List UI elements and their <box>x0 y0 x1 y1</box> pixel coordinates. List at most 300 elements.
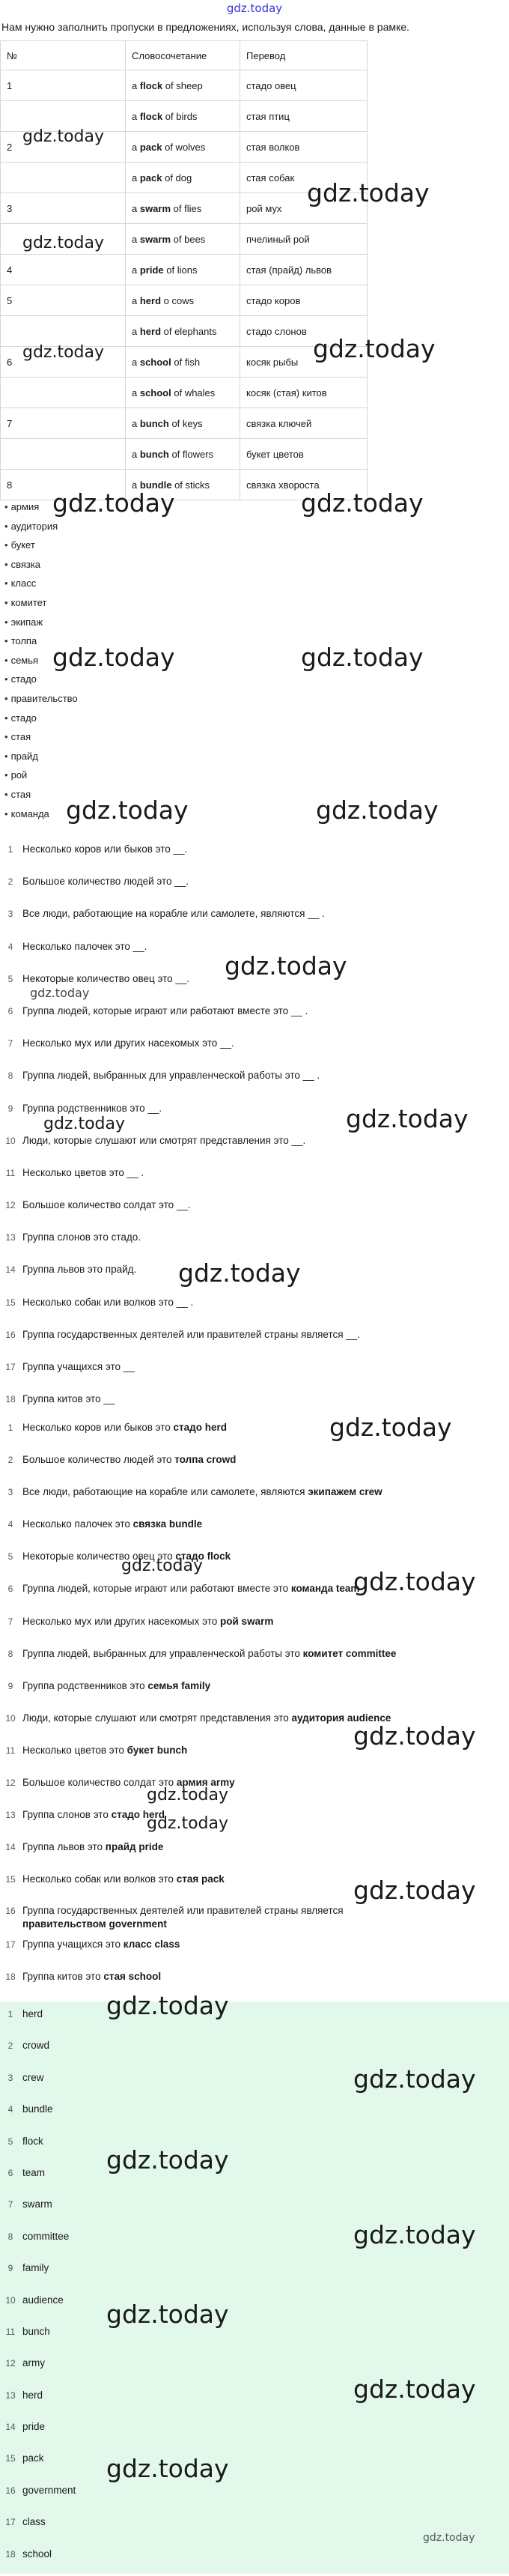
list-item <box>0 2163 509 2195</box>
watermark: gdz.today <box>106 2454 229 2483</box>
list-item <box>0 1611 509 1643</box>
answer-text: Группа слонов это <box>22 1809 112 1821</box>
collocation-article: a <box>132 387 140 398</box>
item-number: 7 <box>7 2199 13 2210</box>
row-number: 3 <box>1 193 126 224</box>
row-number <box>1 163 126 193</box>
row-number <box>1 439 126 470</box>
word-item: • толпа <box>4 631 78 651</box>
word-item: • рой <box>4 766 78 785</box>
item-number: 12 <box>5 1200 16 1211</box>
list-item <box>0 1482 509 1514</box>
row-translation: стадо овец <box>240 70 368 101</box>
list-item <box>0 2004 509 2036</box>
row-translation: стая птиц <box>240 101 368 132</box>
item-number: 14 <box>5 1264 16 1276</box>
item-number: 6 <box>7 2167 13 2178</box>
word-item: • стадо <box>4 670 78 689</box>
watermark: gdz.today <box>30 986 90 1000</box>
word-item: • стадо <box>4 709 78 728</box>
word-item: • букет <box>4 536 78 555</box>
word-item: • аудитория <box>4 517 78 536</box>
row-translation: стая волков <box>240 132 368 163</box>
list-item <box>0 1966 509 1998</box>
row-collocation <box>126 255 240 285</box>
item-number: 16 <box>5 2485 16 2496</box>
word-item: • экипаж <box>4 613 78 632</box>
collocation-keyword: herd <box>139 294 162 306</box>
item-number: 15 <box>5 1874 16 1885</box>
result-word: flock <box>22 2135 43 2147</box>
item-number: 5 <box>7 1551 13 1563</box>
answers-list <box>0 1417 509 1998</box>
question-text: Несколько мух или других насекомых это __. <box>22 1037 234 1049</box>
watermark: gdz.today <box>353 1567 476 1596</box>
item-number: 9 <box>7 1680 13 1691</box>
collocation-rest: of sticks <box>171 479 210 491</box>
list-item <box>0 839 509 871</box>
item-number: 12 <box>5 2358 16 2369</box>
answer-word: букет bunch <box>127 1744 188 1756</box>
item-number: 8 <box>7 2231 13 2242</box>
item-number: 5 <box>7 973 13 984</box>
answer-text: Люди, которые слушают или смотрят представления это <box>22 1712 292 1724</box>
watermark: gdz.today <box>353 2375 476 2404</box>
item-number: 17 <box>5 1939 16 1950</box>
item-number: 3 <box>7 2072 13 2083</box>
answer-word: рой swarm <box>220 1615 274 1627</box>
item-number: 2 <box>7 876 13 888</box>
item-number: 1 <box>7 844 13 855</box>
watermark: gdz.today <box>147 1786 229 1804</box>
item-number: 5 <box>7 2136 13 2147</box>
collocation-article: a <box>132 448 140 460</box>
watermark: gdz.today <box>121 1557 204 1575</box>
list-item <box>0 1033 509 1065</box>
word-item: • правительство <box>4 689 78 709</box>
question-text: Все люди, работающие на корабле или самолете, являются __ . <box>22 908 325 920</box>
answer-word: толпа crowd <box>174 1454 237 1466</box>
result-word: bunch <box>22 2325 50 2337</box>
watermark: gdz.today <box>353 1876 476 1905</box>
result-word: herd <box>22 2389 43 2401</box>
list-item <box>0 1324 509 1357</box>
question-text: Группа львов это прайд. <box>22 1264 137 1276</box>
question-text: Несколько палочек это __. <box>22 940 147 952</box>
row-collocation <box>126 378 240 408</box>
row-collocation <box>126 347 240 378</box>
list-item <box>0 1357 509 1389</box>
item-number: 1 <box>7 2009 13 2019</box>
result-word: government <box>22 2484 76 2496</box>
collocation-keyword: bunch <box>139 448 169 460</box>
item-number: 9 <box>7 1103 13 1114</box>
row-translation: косяк (стая) китов <box>240 378 368 408</box>
answer-text: Все люди, работающие на корабле или самолете, являются <box>22 1486 308 1498</box>
header-collocation: Словосочетание <box>126 41 240 70</box>
question-text: Группа учащихся это __ <box>22 1361 135 1372</box>
collocation-keyword: swarm <box>139 233 171 245</box>
answer-text: Несколько коров или быков это <box>22 1422 174 1433</box>
table-row <box>1 439 368 470</box>
item-number: 10 <box>5 2294 16 2306</box>
result-word: bundle <box>22 2103 53 2115</box>
collocations-table <box>0 40 368 500</box>
answer-word: аудитория audience <box>291 1712 391 1724</box>
list-item <box>0 1292 509 1324</box>
result-word: crew <box>22 2071 44 2083</box>
watermark: gdz.today <box>147 1814 229 1833</box>
watermark: gdz.today <box>106 2145 229 2175</box>
result-word: crowd <box>22 2040 50 2052</box>
list-item <box>0 2322 509 2354</box>
item-number: 18 <box>5 1394 16 1405</box>
item-number: 9 <box>7 2263 13 2274</box>
item-number: 15 <box>5 1297 16 1308</box>
answer-text: Группа китов это <box>22 1970 104 1982</box>
answer-word: стая pack <box>176 1873 225 1885</box>
list-item <box>0 1804 509 1837</box>
item-number: 4 <box>7 2104 13 2115</box>
item-number: 18 <box>5 2548 16 2560</box>
collocation-article: a <box>132 172 140 184</box>
answer-word: связка bundle <box>132 1518 203 1530</box>
watermark: gdz.today <box>423 2532 475 2544</box>
collocation-keyword: school <box>139 356 171 368</box>
item-number: 11 <box>5 2326 16 2337</box>
collocation-keyword: pride <box>139 264 164 276</box>
question-text: Группа людей, выбранных для управленческой работы это __ . <box>22 1070 320 1082</box>
question-text: Некоторые количество овец это __. <box>22 972 190 984</box>
watermark: gdz.today <box>106 1991 229 2020</box>
answer-word: семья family <box>147 1679 211 1691</box>
table-row <box>1 255 368 285</box>
list-item <box>0 2545 509 2576</box>
list-item <box>0 2036 509 2067</box>
item-number: 7 <box>7 1038 13 1049</box>
row-translation: стая (прайд) львов <box>240 255 368 285</box>
row-collocation <box>126 101 240 132</box>
collocation-rest: of flowers <box>168 448 214 460</box>
row-translation: стая собак <box>240 163 368 193</box>
answer-word: стадо herd <box>173 1422 227 1433</box>
question-text: Группа слонов это стадо. <box>22 1231 141 1243</box>
word-item: • стая <box>4 727 78 747</box>
watermark: gdz.today <box>353 2064 476 2094</box>
item-number: 4 <box>7 1519 13 1530</box>
item-number: 7 <box>7 1616 13 1627</box>
row-number: 6 <box>1 347 126 378</box>
result-word: pack <box>22 2452 44 2464</box>
answer-text: Группа государственных деятелей или правителей страны является <box>22 1905 344 1917</box>
watermark: gdz.today <box>66 795 189 825</box>
collocation-keyword: pack <box>139 141 162 153</box>
answer-word: правительством government <box>22 1918 167 1930</box>
answer-word: стая school <box>103 1970 162 1982</box>
answer-text: Несколько собак или волков это <box>22 1873 177 1885</box>
item-number: 4 <box>7 941 13 952</box>
word-item: • класс <box>4 574 78 593</box>
item-number: 8 <box>7 1648 13 1659</box>
row-collocation <box>126 70 240 101</box>
question-text: Несколько собак или волков это __ . <box>22 1296 194 1308</box>
table-row <box>1 378 368 408</box>
watermark: gdz.today <box>353 2220 476 2249</box>
item-number: 14 <box>5 1842 16 1853</box>
collocation-keyword: pack <box>139 172 162 184</box>
site-logo[interactable]: gdz.today <box>226 1 283 15</box>
answer-text: Группа львов это <box>22 1841 106 1853</box>
answer-word: команда team <box>290 1583 360 1595</box>
row-collocation <box>126 439 240 470</box>
result-word: school <box>22 2548 52 2560</box>
item-number: 13 <box>5 1232 16 1243</box>
question-text: Группа родственников это __. <box>22 1102 162 1114</box>
list-item <box>0 1449 509 1482</box>
watermark: gdz.today <box>106 2300 229 2329</box>
list-item <box>0 1227 509 1259</box>
answer-word: стадо flock <box>175 1551 231 1563</box>
question-text: Большое количество солдат это __. <box>22 1199 191 1211</box>
item-number: 6 <box>7 1005 13 1016</box>
item-number: 10 <box>5 1712 16 1724</box>
result-word: swarm <box>22 2198 52 2210</box>
collocation-rest: of fish <box>171 356 201 368</box>
row-number: 8 <box>1 470 126 500</box>
list-item <box>0 871 509 903</box>
collocation-rest: of bees <box>171 233 206 245</box>
item-number: 11 <box>5 1745 16 1756</box>
row-translation: связка ключей <box>240 408 368 439</box>
item-number: 16 <box>5 1906 16 1917</box>
watermark: gdz.today <box>178 1258 301 1288</box>
word-item: • прайд <box>4 747 78 766</box>
item-number: 11 <box>5 1167 16 1178</box>
collocation-keyword: flock <box>139 110 163 122</box>
row-translation: букет цветов <box>240 439 368 470</box>
item-number: 1 <box>7 1422 13 1433</box>
list-item <box>0 1514 509 1546</box>
list-item <box>0 903 509 936</box>
answer-word: стадо herd <box>111 1809 165 1821</box>
result-word: audience <box>22 2294 64 2306</box>
watermark: gdz.today <box>307 178 430 207</box>
question-text: Большое количество людей это __. <box>22 876 189 888</box>
answer-text: Группа родственников это <box>22 1679 148 1691</box>
collocation-keyword: bundle <box>139 479 172 491</box>
table-row <box>1 408 368 439</box>
list-item <box>0 2132 509 2163</box>
question-text: Несколько коров или быков это __. <box>22 843 188 855</box>
collocation-rest: of elephants <box>161 325 217 337</box>
watermark: gdz.today <box>52 643 175 672</box>
item-number: 10 <box>5 1135 16 1146</box>
collocation-article: a <box>132 356 140 368</box>
answer-text: Несколько цветов это <box>22 1744 127 1756</box>
list-item <box>0 1643 509 1676</box>
header-number: № <box>1 41 126 70</box>
answer-text: Несколько мух или других насекомых это <box>22 1615 221 1627</box>
answer-text: Некоторые количество овец это <box>22 1551 176 1563</box>
answer-text: Группа учащихся это <box>22 1938 124 1950</box>
watermark: gdz.today <box>22 234 105 252</box>
watermark: gdz.today <box>329 1413 452 1442</box>
row-collocation <box>126 132 240 163</box>
collocation-article: a <box>132 79 140 91</box>
collocation-article: a <box>132 417 140 429</box>
item-number: 13 <box>5 2389 16 2401</box>
item-number: 2 <box>7 2040 13 2052</box>
answer-word: экипажем crew <box>308 1486 382 1498</box>
watermark: gdz.today <box>313 334 436 363</box>
row-collocation <box>126 224 240 255</box>
word-item: • армия <box>4 497 78 517</box>
answer-text: Группа людей, которые играют или работают вместе это <box>22 1583 291 1595</box>
item-number: 6 <box>7 1584 13 1595</box>
item-number: 3 <box>7 909 13 920</box>
row-translation: стадо коров <box>240 285 368 316</box>
list-item <box>0 2291 509 2322</box>
collocation-rest: of wolves <box>162 141 206 153</box>
watermark: gdz.today <box>316 795 439 825</box>
collocation-keyword: swarm <box>139 202 171 214</box>
collocation-rest: of birds <box>162 110 198 122</box>
list-item <box>0 1001 509 1033</box>
list-item <box>0 2481 509 2512</box>
answer-text: Несколько палочек это <box>22 1518 133 1530</box>
watermark: gdz.today <box>22 343 105 362</box>
item-number: 18 <box>5 1971 16 1982</box>
list-item <box>0 1772 509 1804</box>
list-item <box>0 1934 509 1966</box>
question-text: Группа государственных деятелей или правителей страны является __. <box>22 1328 361 1340</box>
item-number: 17 <box>5 2517 16 2528</box>
watermark: gdz.today <box>346 1104 469 1133</box>
list-item <box>0 1901 509 1933</box>
row-collocation <box>126 316 240 347</box>
result-word: herd <box>22 2008 43 2019</box>
word-item: • связка <box>4 555 78 575</box>
answer-word: класс class <box>123 1938 180 1950</box>
result-word: class <box>22 2516 46 2528</box>
result-word: team <box>22 2166 46 2178</box>
watermark: gdz.today <box>52 488 175 518</box>
item-number: 2 <box>7 1455 13 1466</box>
table-row <box>1 70 368 101</box>
item-number: 14 <box>5 2422 16 2433</box>
question-text: Группа людей, которые играют или работают вместе это __ . <box>22 1004 308 1016</box>
row-number <box>1 378 126 408</box>
answer-text: Группа людей, выбранных для управленческой работы это <box>22 1647 303 1659</box>
row-number: 2 <box>1 132 126 163</box>
row-translation: рой мух <box>240 193 368 224</box>
row-translation: связка хвороста <box>240 470 368 500</box>
collocation-keyword: flock <box>139 79 163 91</box>
collocation-rest: of whales <box>171 387 216 398</box>
collocation-keyword: herd <box>139 325 162 337</box>
table-row <box>1 285 368 316</box>
row-collocation <box>126 408 240 439</box>
collocation-article: a <box>132 141 140 153</box>
collocation-article: a <box>132 294 140 306</box>
collocation-keyword: school <box>139 387 171 398</box>
collocation-article: a <box>132 202 140 214</box>
item-number: 12 <box>5 1778 16 1789</box>
item-number: 13 <box>5 1810 16 1821</box>
row-collocation <box>126 163 240 193</box>
table-row <box>1 316 368 347</box>
answer-text: Большое количество солдат это <box>22 1777 177 1789</box>
answer-text: Большое количество людей это <box>22 1454 175 1466</box>
list-item <box>0 1130 509 1163</box>
list-item <box>0 2449 509 2480</box>
word-item: • стая <box>4 785 78 804</box>
row-collocation <box>126 285 240 316</box>
word-item: • комитет <box>4 593 78 613</box>
collocation-rest: of flies <box>171 202 202 214</box>
row-number: 5 <box>1 285 126 316</box>
question-text: Несколько цветов это __ . <box>22 1166 144 1178</box>
watermark: gdz.today <box>301 488 424 518</box>
collocation-rest: of lions <box>163 264 198 276</box>
item-number: 16 <box>5 1329 16 1340</box>
result-word: pride <box>22 2421 46 2433</box>
row-translation: стадо слонов <box>240 316 368 347</box>
result-word: family <box>22 2262 49 2274</box>
watermark: gdz.today <box>225 951 347 981</box>
collocation-rest: of sheep <box>162 79 203 91</box>
row-translation: пчелиный рой <box>240 224 368 255</box>
header-translation: Перевод <box>240 41 368 70</box>
watermark: gdz.today <box>353 1721 476 1751</box>
collocation-rest: of dog <box>162 172 192 184</box>
collocation-rest: o cows <box>161 294 195 306</box>
question-text: Группа китов это __ <box>22 1393 115 1405</box>
answer-word: комитет committee <box>302 1647 397 1659</box>
list-item <box>0 1065 509 1097</box>
list-item <box>0 2100 509 2131</box>
item-number: 8 <box>7 1070 13 1082</box>
item-number: 17 <box>5 1362 16 1372</box>
table-header-row <box>1 41 368 70</box>
row-number <box>1 316 126 347</box>
row-number: 7 <box>1 408 126 439</box>
watermark: gdz.today <box>22 127 105 146</box>
collocation-article: a <box>132 325 140 337</box>
collocation-keyword: bunch <box>139 417 169 429</box>
collocation-article: a <box>132 479 140 491</box>
collocation-article: a <box>132 233 140 245</box>
row-number: 4 <box>1 255 126 285</box>
watermark: gdz.today <box>301 643 424 672</box>
item-number: 15 <box>5 2453 16 2464</box>
list-item <box>0 1837 509 1869</box>
task-intro: Нам нужно заполнить пропуски в предложениях, используя слова, данные в рамке. <box>1 21 409 33</box>
item-number: 3 <box>7 1487 13 1498</box>
collocation-article: a <box>132 110 140 122</box>
collocation-article: a <box>132 264 140 276</box>
answer-word: армия army <box>176 1777 235 1789</box>
collocation-rest: of keys <box>168 417 203 429</box>
row-collocation <box>126 193 240 224</box>
row-number: 1 <box>1 70 126 101</box>
row-translation: косяк рыбы <box>240 347 368 378</box>
word-item: • семья <box>4 651 78 670</box>
answer-word: прайд pride <box>105 1841 164 1853</box>
list-item <box>0 2417 509 2449</box>
list-item <box>0 1676 509 1708</box>
question-text: Люди, которые слушают или смотрят представления это __. <box>22 1134 306 1146</box>
